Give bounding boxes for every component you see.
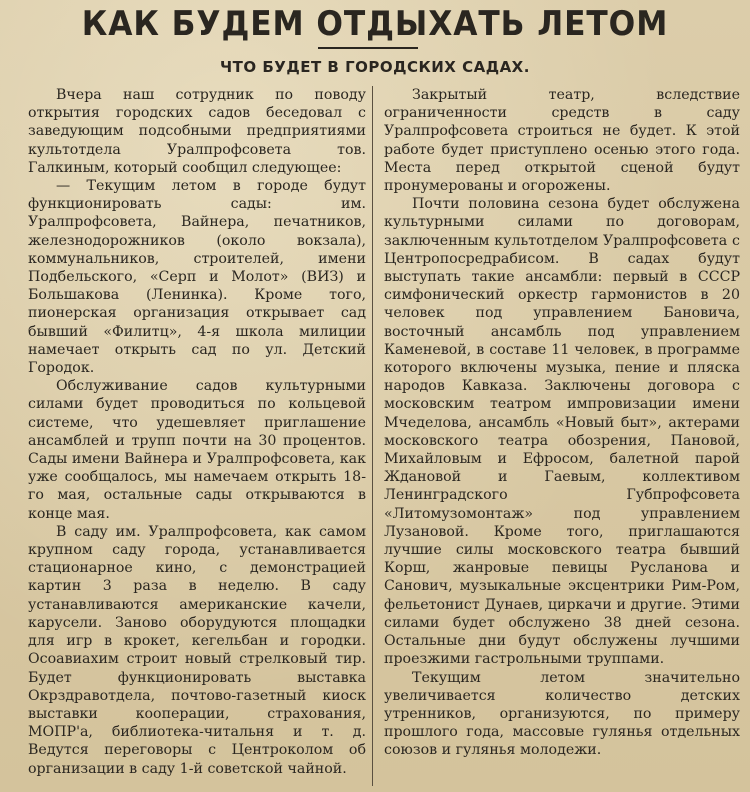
- paragraph: — Текущим летом в городе будут функционировать сады: им. Уралпрофсовета, Вайнера, печатников, железнодорожников (около вокзала), коммунальников, строителей, имени Подбельского, «Серп и Молот» (ВИЗ) и Большакова (Ленинка). Кроме того, пионерская организация открывает сад бывший «Филитц», 4-я школа милиции намечает открыть сад по ул. Детский Городок.: [28, 178, 366, 377]
- paragraph: Обслуживание садов культурными силами будет проводиться по кольцевой системе, что удешевляет приглашение ансамблей и трупп почти на 30 процентов. Сады имени Вайнера и Уралпрофсовета, как уже сообщалось, мы намечаем открыть 18-го мая, остальные сады открываются в конце мая.: [28, 378, 366, 522]
- paragraph: Почти половина сезона будет обслужена культурными силами по договорам, заключенным культотделом Уралпрофсовета с Центропосредрабисом. В садах будут выступать такие ансамбли: первый в СССР симфонический оркестр гармонистов в 20 человек под управлением Бановича, восточный ансамбль под управлением Каменевой, в составе 11 человек, в программе которого включены музыка, пение и пляска народов Кавказа. Заключены договора с московским театром импровизации имени Мчеделова, ансамбль «Новый быт», актерами московского театра обозрения, Пановой, Михайловым и Ефросом, балетной парой Ждановой и Гаевым, коллективом Ленинградского Губпрофсовета «Литомузомонтаж» под управлением Лузановой. Кроме того, приглашаются лучшие силы московского театра бывший Корш, жанровые певицы Русланова и Санович, музыкальные эксцентрики Рим-Ром, фельетонист Дунаев, циркачи и другие. Этими силами будет обслужено 38 дней сезона. Остальные дни будут обслужены лучшими проезжими гастрольными труппами.: [384, 196, 740, 668]
- right-column: [384, 86, 740, 760]
- headline-rule: [318, 47, 418, 49]
- paragraph: В саду им. Уралпрофсовета, как самом крупном саду города, устанавливается стационарное кино, с демонстрацией картин 3 раза в неделю. В саду устанавливаются американские качели, карусели. Заново оборудуются площадки для игр в крокет, кегельбан и городки. Осоавиахим строит новый стрелковый тир. Будет функционировать выставка Окрздравотдела, почтово-газетный киоск выставки кооперации, страхования, МОПР'а, библиотека-читальня и т. д. Ведутся переговоры с Центроколом об организации в саду 1-й советской чайной.: [28, 523, 366, 777]
- paragraph: Закрытый театр, вследствие ограниченности средств в саду Уралпрофсовета строиться не будет. К этой работе будет приступлено осенью этого года. Места перед открытой сценой будут пронумерованы и огорожены.: [384, 87, 740, 195]
- column-divider: [372, 86, 373, 786]
- article-headline: КАК БУДЕМ ОТДЫХАТЬ ЛЕТОМ: [81, 4, 669, 44]
- paragraph: Вчера наш сотрудник по поводу открытия городских садов беседовал с заведующим подсобными предприятиями культотдела Уралпрофсовета тов. Галкиным, который сообщил следующее:: [28, 87, 366, 176]
- left-column: [28, 86, 366, 778]
- article-subhead: ЧТО БУДЕТ В ГОРОДСКИХ САДАХ.: [220, 58, 530, 76]
- paragraph: Текущим летом значительно увеличивается количество детских утренников, организуются, по примеру прошлого года, массовые гулянья отдельных союзов и гулянья молодежи.: [384, 669, 740, 759]
